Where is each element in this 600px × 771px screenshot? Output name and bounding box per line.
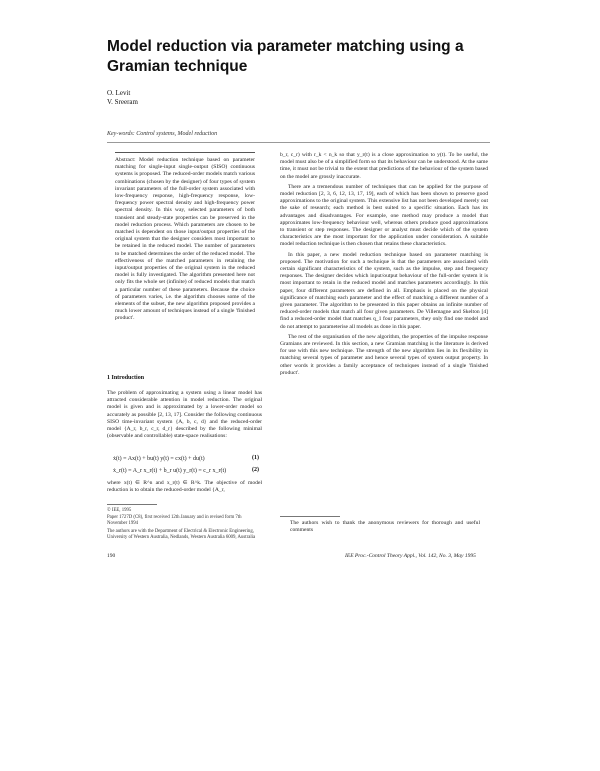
header-divider	[107, 142, 490, 143]
paper-title: Model reduction via parameter matching using a Gramian technique	[107, 38, 464, 75]
author-2: V. Sreeram	[107, 98, 138, 106]
equation-2-number: (2)	[252, 467, 259, 473]
intro-paragraph-1: The problem of approximating a system using a linear model has attracted considerable attention in model reduction. The original model is given and is approximated by a lower-order model so accurately as possible [2, 13, 17]. Consider the following continuous SISO time-invariant system {A, b, c, d} and the reduced-order model {A_r, b_r, c_r, d_r} described by the following minimal (observable and controllable) state-space realisations:	[107, 390, 262, 440]
acknowledgement-divider	[280, 516, 340, 517]
abstract-box	[115, 152, 255, 369]
intro-paragraph-2: where x(t) ∈ R^n and x_r(t) ∈ R^k. The objective of model reduction is to obtain the reduced-order model {A_r,	[107, 480, 262, 494]
right-paragraph-3: In this paper, a new model reduction technique based on parameter matching is proposed. The motivation for such a technique is that the parameters are associated with certain significant characteristics of the system, such as the impulse, step and frequency responses. The designer decides which input/output behaviour of the full-order system it is most important to retain in the reduced model and matches parameters accordingly. In this paper, four different parameters are defined in all. Emphasis is placed on the physical significance of matching each parameter and the effect of matching a different number of a given parameter. The algorithm to be presented in this paper obtains an infinite number of reduced-order models that match all four given parameters. De Villemagne and Skelton [4] find a reduced-order model that matches q_1 four parameters, they only find one model and do not attempt to parameterise all models as done in this paper.	[280, 251, 488, 330]
abstract-text: Abstract: Model reduction technique based on parameter matching for single-input single-output (SISO) continuous systems is proposed. The reduced-order models match various combinations (chosen by the designer) of four types of system invariant parameters of the full-order system associated with low-frequency response, high-frequency response, low-frequency power spectral density and high-frequency power spectral density. In this way, selected parameters of both transient and steady-state properties can be preserved in the model reduction process. Which parameters are chosen to be matched is dependent on those input/output properties of the original system that the designer considers most important to be retained in the reduced model. The number of parameters to be matched determines the order of the reduced model. The effectiveness of the matched parameters in retaining the input/output properties of the original system in the reduced model is fully investigated. The algorithm presented here not only fits the whole set (infinite) of reduced models that match a particular number of these parameters. Because the choice of parameters varies, i.e. the algorithm chooses some of the elements of the subset, the new algorithm proposed provides a much lower amount of techniques instead of a single 'finished product'.	[115, 157, 255, 322]
equation-2: ẋ_r(t) = A_r x_r(t) + b_r u(t) y_r(t) = c_r x_r(t)	[113, 468, 227, 474]
footnote-affiliation: The authors are with the Department of Electrical & Electronic Engineering, University of Western Australia, Nedlands, Western Australia 6009, Australia	[107, 529, 256, 540]
journal-reference: IEE Proc.-Control Theory Appl., Vol. 142, No. 3, May 1995	[345, 553, 476, 559]
keywords-line: Key-words: Control systems, Model reduction	[107, 131, 218, 137]
right-paragraph-1: b_r, c_r) with r_k < n_k so that y_r(t) is a close approximation to y(t). To be useful, the model must also be of a simplified form so that its behaviour can be understood. At the same time, it must not be trivial to the extent that predictions of the behaviour of the system based on the model are grossly inaccurate.	[280, 152, 488, 180]
footnote-divider	[107, 504, 157, 505]
acknowledgement: The authors wish to thank the anonymous reviewers for thorough and useful comments	[290, 520, 480, 534]
equation-1: ẋ(t) = Ax(t) + bu(t) y(t) = cx(t) + du(t)	[113, 456, 205, 462]
page-number: 190	[107, 553, 116, 559]
intro-heading: 1 Introduction	[107, 375, 145, 381]
footnote-copyright: © IEE, 1995	[107, 508, 132, 513]
right-column	[280, 152, 488, 380]
author-1: O. Levit	[107, 89, 131, 97]
equation-1-number: (1)	[252, 455, 259, 461]
right-paragraph-4: The rest of the organisation of the new algorithm, the properties of the impulse response Gramians are reviewed. In this section, a new Gramian matching is the literature is derived for use with this new technique. The strength of the new algorithm lies in its flexibility in matching several types of parameter and hence several types of system output property. In other words it provides a family acceptance of techniques instead of a single 'finished product'.	[280, 333, 488, 376]
footnote-paper-info: Paper 1727D (C8), first received 12th January and in revised form 7th November 1994	[107, 515, 242, 526]
right-paragraph-2: There are a tremendous number of techniques that can be applied for the purpose of model reduction [2, 3, 6, 12, 13, 17, 19], each of which has been shown to preserve good approximations to the original system. This extensive list has not been developed merely out the sake of research; each method is best suited to a specific situation. Each has its advantages and disadvantages. For example, one method may produce a model that approximates low-frequency behaviour well, whereas others produce good approximations to transient or step responses. The designer or analyst must decide which of the system characteristics are the most important for the application under consideration. A suitable model reduction technique is then chosen that retains these characteristics.	[280, 183, 488, 248]
